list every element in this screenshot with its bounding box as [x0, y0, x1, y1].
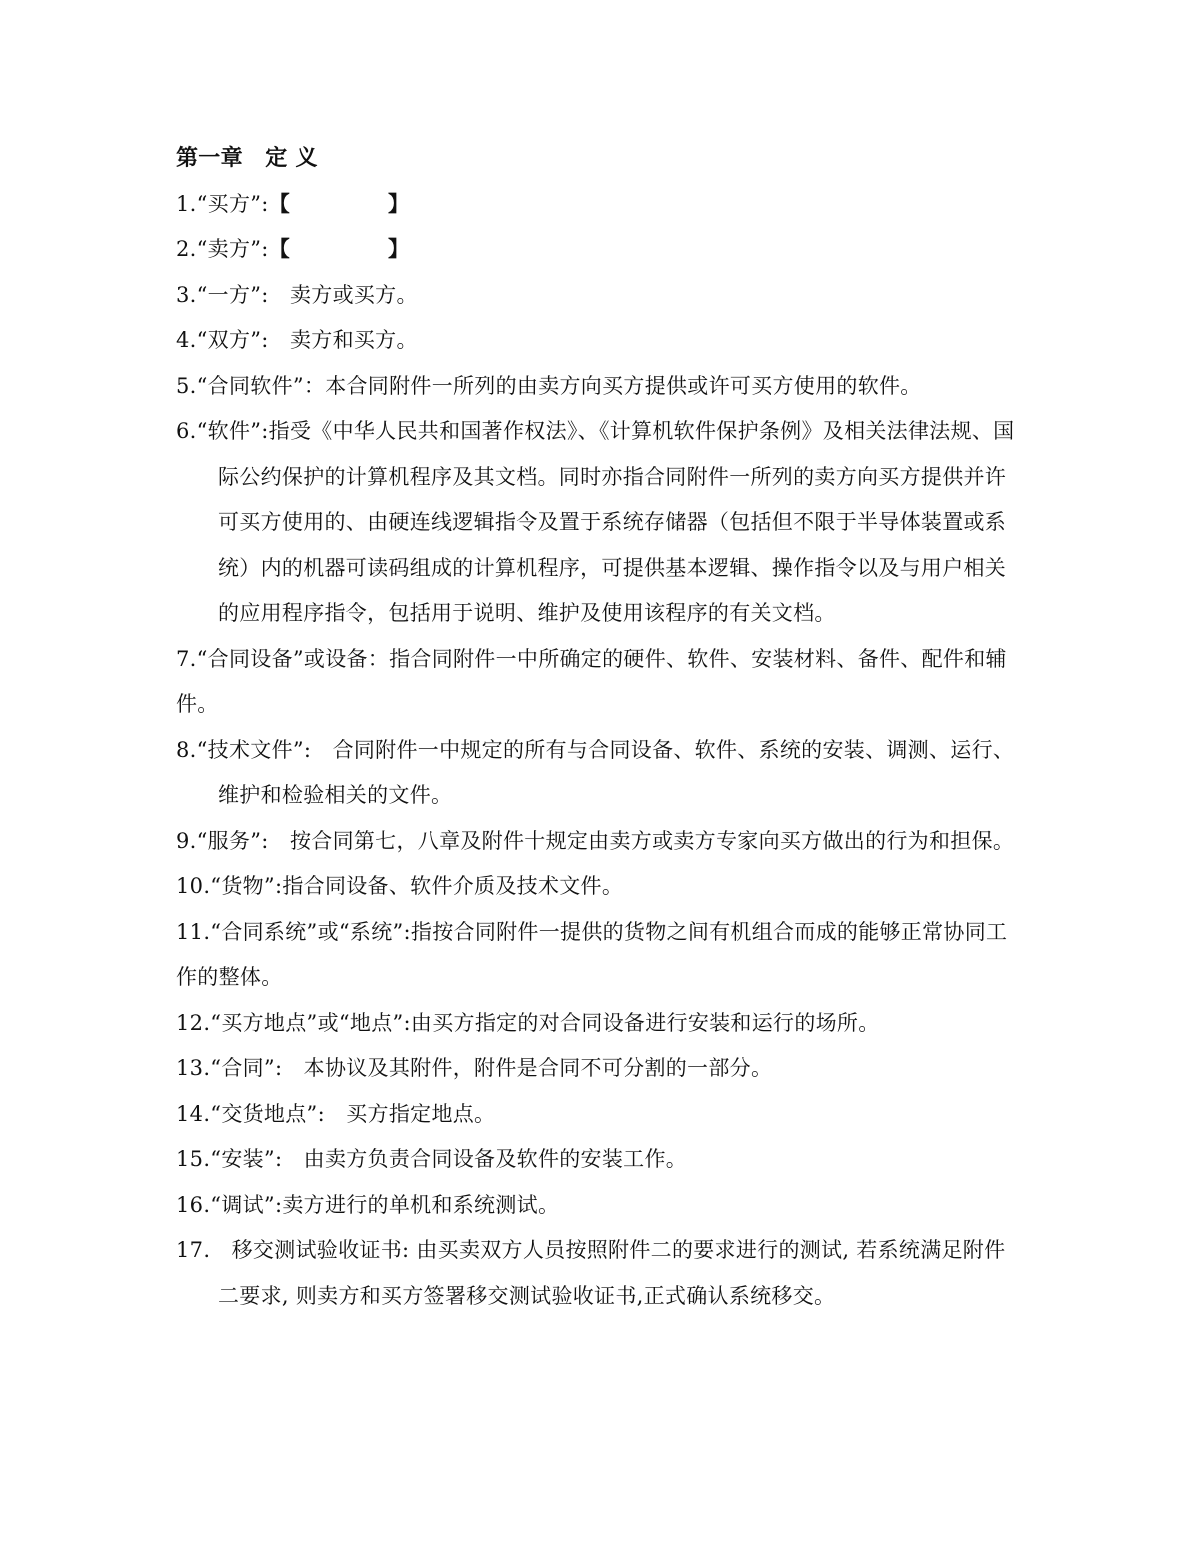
seller-placeholder-close: 】 — [388, 237, 410, 261]
definition-item-6: 6.“软件”:指受《中华人民共和国著作权法》、《计算机软件保护条例》及相关法律法规、国际公约保护的计算机程序及其文档。同时亦指合同附件一所列的卖方向买方提供并许可买方使用的、由硬连线逻辑指令及置于系统存储器（包括但不限于半导体装置或系统）内的机器可读码组成的计算机程序，可提供基本逻辑、操作指令以及与用户相关的应用程序指令，包括用于说明、维护及使用该程序的有关文档。 — [176, 419, 1015, 625]
definition-item-17: 17. 移交测试验收证书: 由买卖双方人员按照附件二的要求进行的测试, 若系统满足附件二要求, 则卖方和买方签署移交测试验收证书,正式确认系统移交。 — [176, 1238, 1006, 1308]
definition-item-3: 3.“一方”: 卖方或买方。 — [176, 282, 418, 307]
definition-item-2 — [176, 227, 1026, 273]
definition-item-14: 14.“交货地点”: 买方指定地点。 — [176, 1101, 496, 1126]
definition-item-11: 11.“合同系统”或“系统”:指按合同附件一提供的货物之间有机组合而成的能够正常协同工作的整体。 — [176, 919, 1008, 989]
definition-item-13: 13.“合同”: 本协议及其附件，附件是合同不可分割的一部分。 — [176, 1056, 773, 1080]
seller-placeholder-open: 【 — [268, 237, 290, 261]
buyer-placeholder-close: 】 — [388, 191, 410, 216]
definition-item-16: 16.“调试”:卖方进行的单机和系统测试。 — [176, 1192, 560, 1217]
definition-item-15: 15.“安装”: 由卖方负责合同设备及软件的安装工作。 — [176, 1147, 688, 1171]
definition-item-10: 10.“货物”:指合同设备、软件介质及技术文件。 — [176, 874, 624, 898]
definition-text: 1.“买方”: — [176, 191, 269, 216]
chapter-heading: 第一章 定 义 — [176, 146, 318, 171]
definition-item-9: 9.“服务”: 按合同第七，八章及附件十规定由卖方或卖方专家向买方做出的行为和担保。 — [176, 828, 1015, 853]
definition-item-5: 5.“合同软件”：本合同附件一所列的由卖方向买方提供或许可买方使用的软件。 — [176, 373, 922, 398]
definition-item-4: 4.“双方”: 卖方和买方。 — [176, 328, 418, 352]
definition-item-8: 8.“技术文件”: 合同附件一中规定的所有与合同设备、软件、系统的安装、调测、运行、维护和检验相关的文件。 — [176, 737, 1015, 807]
definition-item-12: 12.“买方地点”或“地点”:由买方指定的对合同设备进行安装和运行的场所。 — [176, 1010, 880, 1035]
definition-text: 2.“卖方”: — [176, 237, 269, 261]
definitions-section — [176, 136, 1026, 1319]
definition-item-7: 7.“合同设备”或设备：指合同附件一中所确定的硬件、软件、安装材料、备件、配件和辅件。 — [176, 646, 1007, 716]
definition-item-1 — [176, 182, 1026, 228]
buyer-placeholder-open: 【 — [268, 191, 290, 216]
